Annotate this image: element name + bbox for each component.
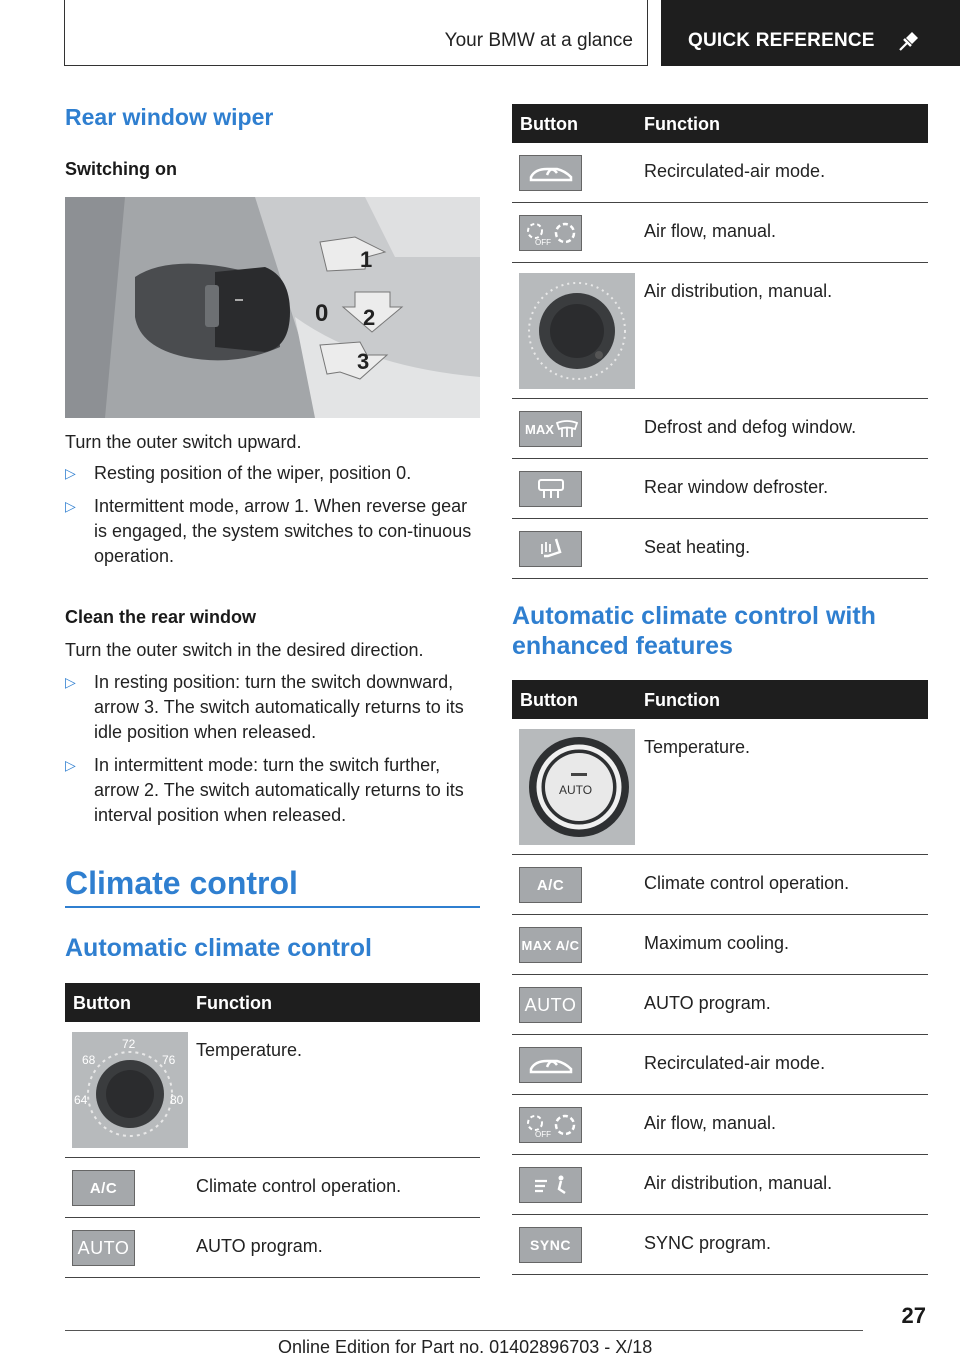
max-defrost-icon <box>519 411 582 447</box>
table-row <box>512 1035 928 1095</box>
auto-climate-heading: Automatic climate control <box>65 934 372 962</box>
switching-on-heading: Switching on <box>65 159 177 179</box>
table-header <box>512 104 928 143</box>
wiper-switch-photo <box>65 197 480 418</box>
function-text: Air distribution, manual. <box>644 1173 833 1193</box>
page-number: 27 <box>901 1303 926 1328</box>
function-text: Air flow, manual. <box>644 1113 777 1133</box>
pin-icon <box>897 30 921 52</box>
air-distribution-icon <box>519 1167 582 1203</box>
table-row <box>512 399 928 459</box>
col-button-header: Button <box>520 690 578 710</box>
list-item: ▷ Resting position of the wiper, position 0. <box>65 461 480 486</box>
svg-text:OFF: OFF <box>534 238 551 246</box>
triangle-bullet-icon: ▷ <box>65 674 76 690</box>
ac-button-icon: A/C <box>519 867 582 903</box>
enhanced-climate-table <box>512 680 928 1275</box>
table-row <box>65 1218 480 1278</box>
table-row <box>512 1215 928 1275</box>
triangle-bullet-icon: ▷ <box>65 465 76 481</box>
triangle-bullet-icon: ▷ <box>65 757 76 773</box>
table-row <box>65 1158 480 1218</box>
temperature-knob-auto-icon <box>519 729 635 845</box>
rear-defrost-icon <box>519 471 582 507</box>
table-row <box>512 263 928 399</box>
table-row <box>512 1095 928 1155</box>
function-text: SYNC program. <box>644 1233 772 1253</box>
svg-text:OFF: OFF <box>534 1130 551 1138</box>
ac-button-icon: A/C <box>72 1170 135 1206</box>
recirculated-air-icon <box>519 155 582 191</box>
seat-heating-icon <box>519 531 582 567</box>
function-text: Climate control operation. <box>196 1176 402 1196</box>
rear-wiper-heading: Rear window wiper <box>65 104 274 130</box>
header-box <box>64 0 648 66</box>
temperature-knob-icon <box>72 1032 188 1148</box>
svg-text:64: 64 <box>74 1093 88 1107</box>
col-button-header: Button <box>520 114 578 134</box>
col-function-header: Function <box>644 690 720 710</box>
auto-button-icon: AUTO <box>72 1230 135 1266</box>
arrow-label-1: 1 <box>360 247 373 272</box>
function-text: Air flow, manual. <box>644 221 777 241</box>
svg-text:68: 68 <box>82 1053 96 1067</box>
list-item: ▷ In intermittent mode: turn the switch further, arrow 2. The switch automatically returns to its interval position when released. <box>65 755 464 825</box>
svg-text:MAX: MAX <box>524 422 554 437</box>
col-function-header: Function <box>644 114 720 134</box>
function-text: AUTO program. <box>644 993 771 1013</box>
climate-control-heading: Climate control <box>65 865 298 901</box>
function-text: Recirculated-air mode. <box>644 1053 826 1073</box>
table-row <box>65 1022 480 1158</box>
col-function-header: Function <box>196 993 272 1013</box>
function-text: Temperature. <box>644 737 751 757</box>
col-button-header: Button <box>73 993 131 1013</box>
sync-button-icon: SYNC <box>519 1227 582 1263</box>
quick-reference-label: QUICK REFERENCE <box>688 30 875 51</box>
air-flow-icon <box>519 1107 582 1143</box>
function-text: Defrost and defog window. <box>644 417 857 437</box>
table-row <box>512 855 928 915</box>
climate-table-continued <box>512 104 928 579</box>
table-row <box>512 459 928 519</box>
function-text: Climate control operation. <box>644 873 850 893</box>
svg-text:AUTO: AUTO <box>559 783 593 797</box>
triangle-bullet-icon: ▷ <box>65 498 76 514</box>
table-row <box>512 519 928 579</box>
table-row <box>512 143 928 203</box>
enhanced-heading: Automatic climate control with enhanced features <box>512 602 876 660</box>
recirculated-air-icon <box>519 1047 582 1083</box>
list-item: ▷ Intermittent mode, arrow 1. When reverse gear is engaged, the system switches to con-tinuous operation. <box>65 496 472 566</box>
air-flow-icon <box>519 215 582 251</box>
function-text: Rear window defroster. <box>644 477 829 497</box>
table-row <box>512 975 928 1035</box>
table-header <box>512 680 928 719</box>
footer-edition: Online Edition for Part no. 01402896703 - X/18 <box>278 1337 653 1357</box>
svg-text:80: 80 <box>170 1093 184 1107</box>
svg-text:76: 76 <box>162 1053 176 1067</box>
arrow-label-3: 3 <box>357 349 370 374</box>
heading-rule <box>65 906 480 908</box>
function-text: Temperature. <box>196 1040 303 1060</box>
svg-text:72: 72 <box>122 1037 136 1051</box>
table-row <box>512 1155 928 1215</box>
arrow-label-0: 0 <box>315 300 329 327</box>
function-text: AUTO program. <box>196 1236 323 1256</box>
auto-button-icon: AUTO <box>519 987 582 1023</box>
function-text: Maximum cooling. <box>644 933 790 953</box>
footer-rule <box>65 1330 863 1331</box>
table-header <box>65 983 480 1022</box>
table-row <box>512 915 928 975</box>
function-text: Recirculated-air mode. <box>644 161 826 181</box>
table-row <box>512 719 928 855</box>
arrow-label-2: 2 <box>363 305 376 330</box>
auto-climate-table <box>65 983 480 1278</box>
quick-reference-tab[interactable] <box>661 0 960 66</box>
clean-text: Turn the outer switch in the desired direction. <box>65 640 424 660</box>
list-item: ▷ In resting position: turn the switch downward, arrow 3. The switch automatically returns to its idle position when released. <box>65 672 464 742</box>
clean-heading: Clean the rear window <box>65 607 257 627</box>
turn-outer-text: Turn the outer switch upward. <box>65 432 302 452</box>
air-distribution-knob-icon <box>519 273 635 389</box>
max-ac-button-icon: MAX A/C <box>519 927 582 963</box>
header-title: Your BMW at a glance <box>444 30 633 51</box>
function-text: Air distribution, manual. <box>644 281 833 301</box>
function-text: Seat heating. <box>644 537 751 557</box>
table-row <box>512 203 928 263</box>
